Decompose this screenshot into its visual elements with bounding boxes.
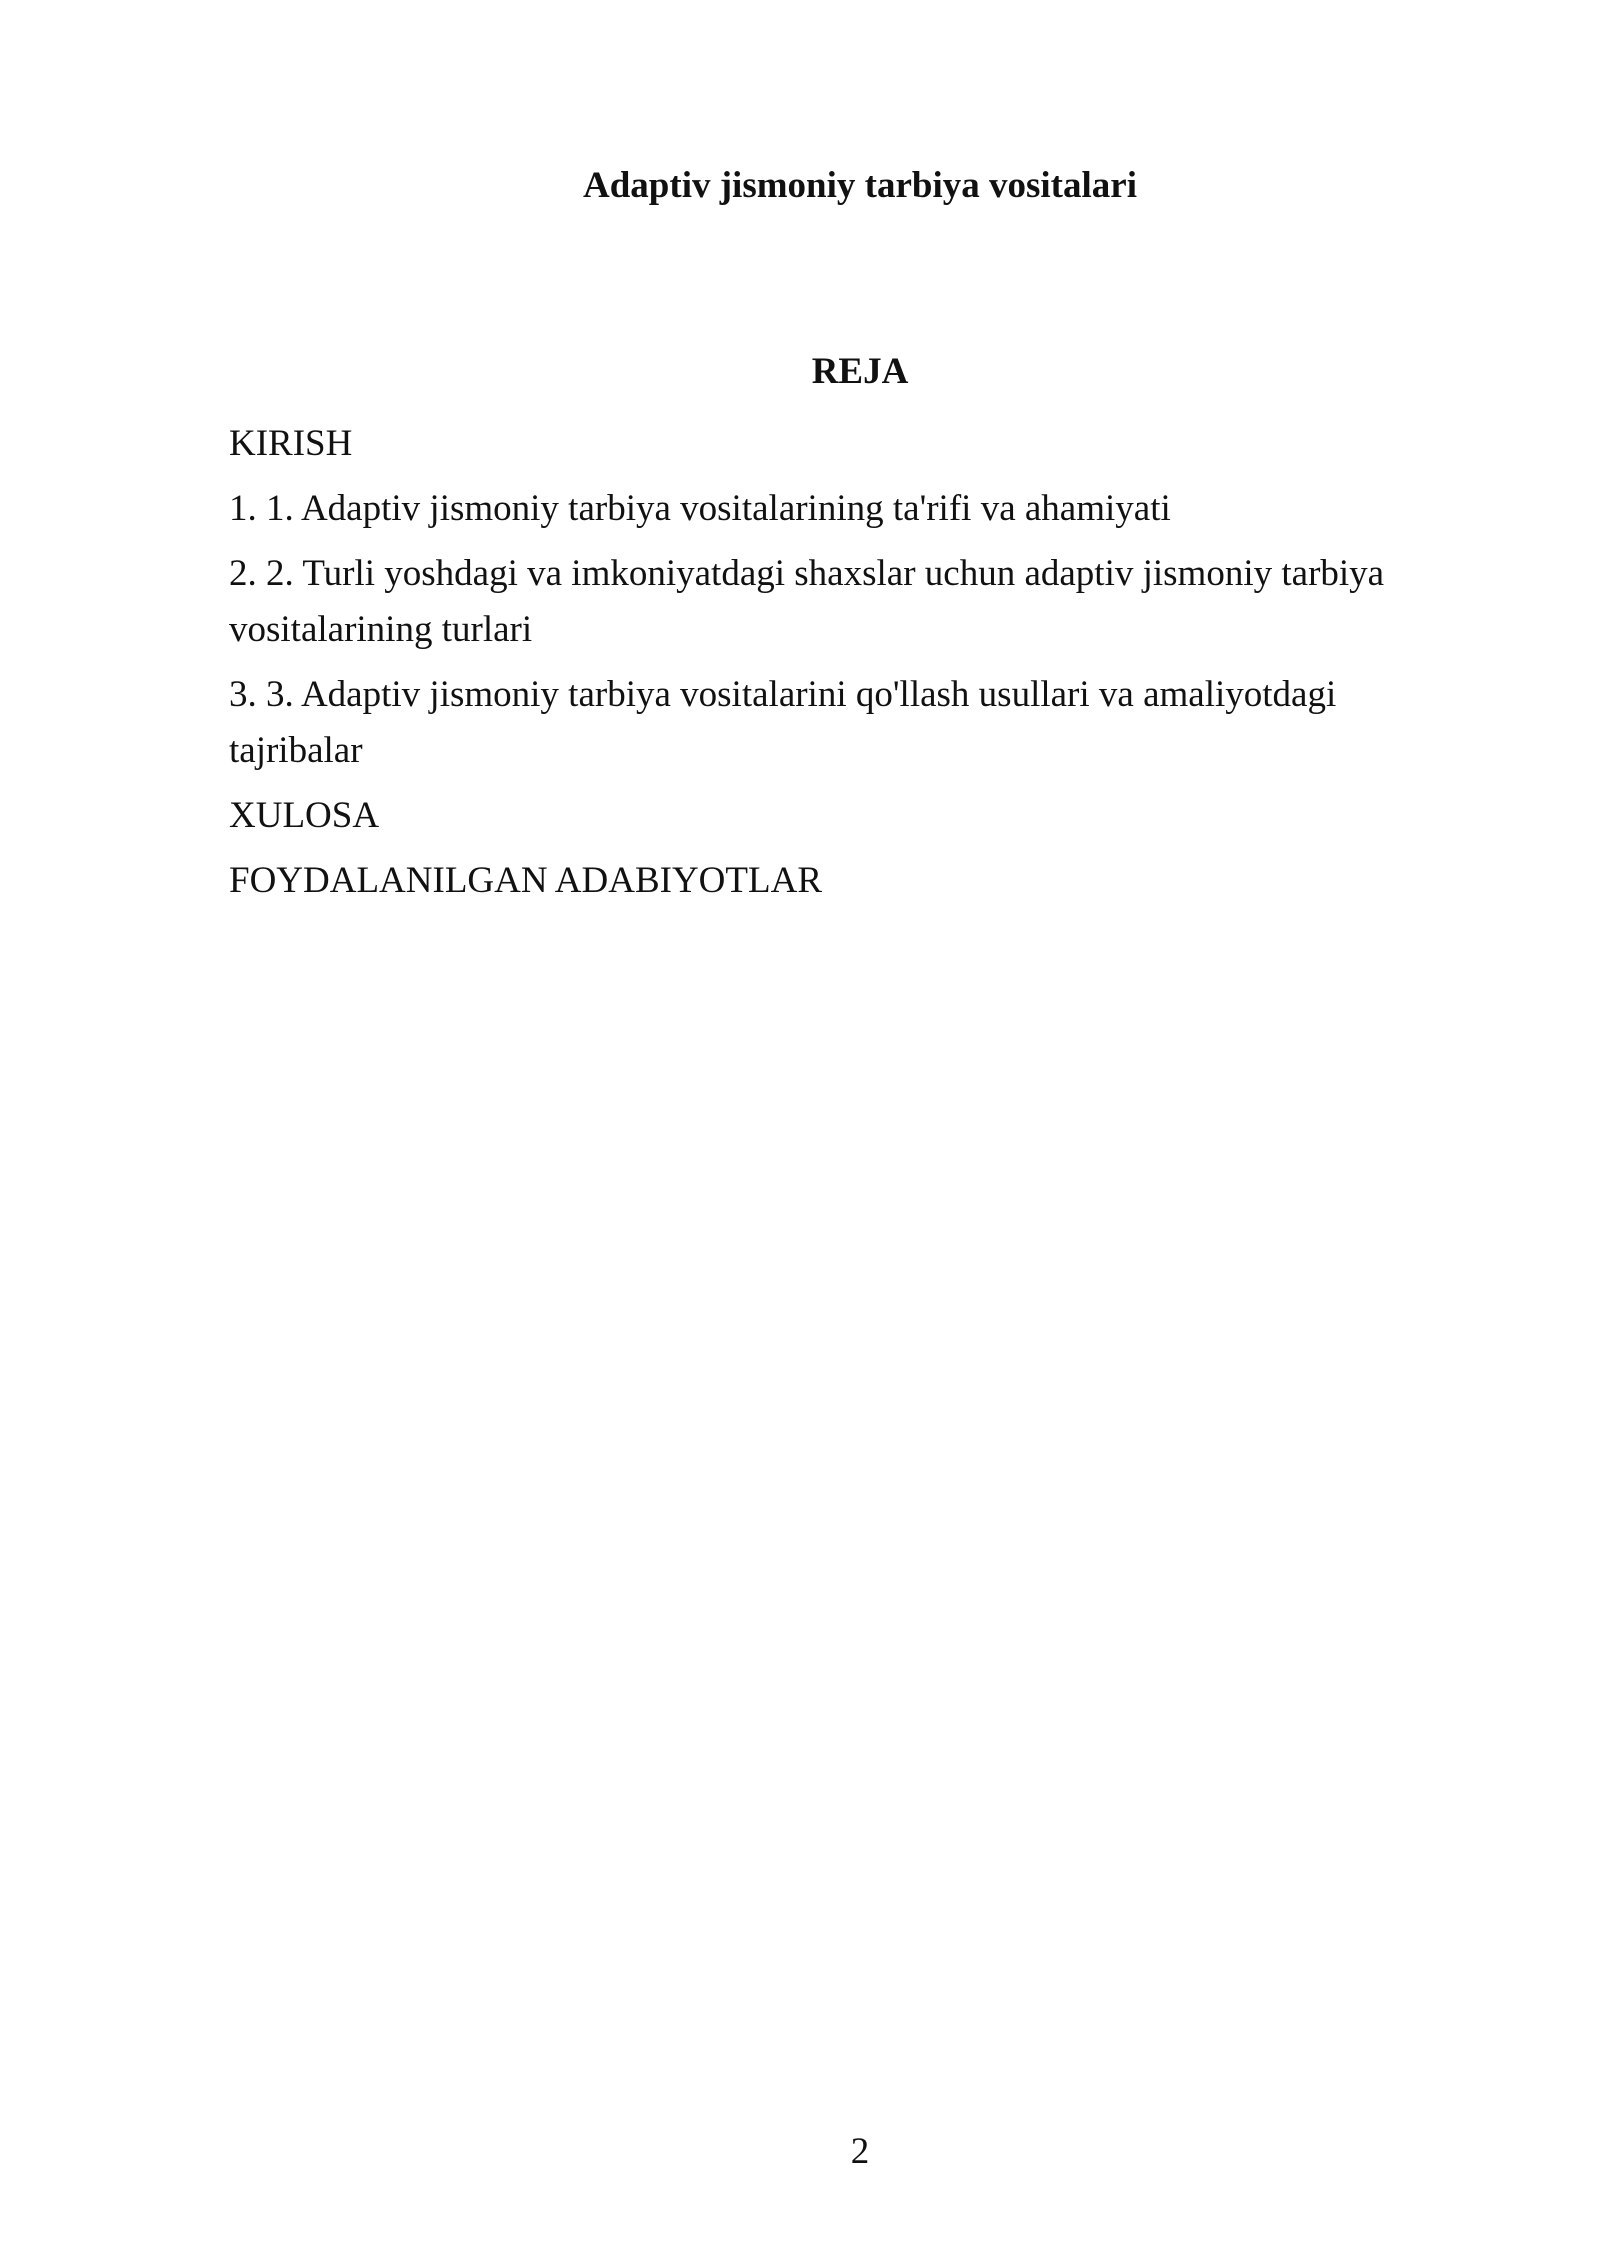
plan-item-introduction: KIRISH — [229, 423, 353, 464]
plan-heading: REJA — [811, 351, 909, 392]
plan-item-conclusion: XULOSA — [229, 795, 380, 836]
plan-item-section-1: 1. 1. Adaptiv jismoniy tarbiya vositalarining ta'rifi va ahamiyati — [229, 488, 1171, 529]
document-title: Adaptiv jismoniy tarbiya vositalari — [583, 165, 1137, 206]
page-number: 2 — [850, 2131, 870, 2172]
plan-item-section-3: 3. 3. Adaptiv jismoniy tarbiya vositalarini qo'llash usullari va amaliyotdagi tajribalar — [229, 674, 1337, 771]
plan-list — [229, 416, 1429, 918]
plan-item-section-2: 2. 2. Turli yoshdagi va imkoniyatdagi shaxslar uchun adaptiv jismoniy tarbiya vositalarining turlari — [229, 553, 1385, 650]
plan-item-references: FOYDALANILGAN ADABIYOTLAR — [229, 860, 822, 901]
